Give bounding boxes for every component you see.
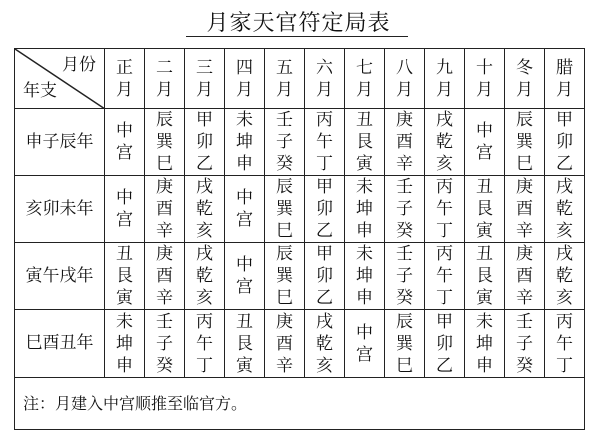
table-row [15, 243, 585, 310]
table-cell: 庚酉辛 [385, 109, 425, 176]
table-cell: 中宫 [225, 176, 265, 243]
table-row [15, 310, 585, 378]
month-header: 九月 [425, 49, 465, 109]
table-cell: 辰巽巳 [505, 109, 545, 176]
table-cell: 丙午丁 [425, 243, 465, 310]
note-row [15, 378, 585, 430]
table-cell: 壬子癸 [385, 243, 425, 310]
row-label: 申子辰年 [15, 109, 105, 176]
table-cell: 丙午丁 [305, 109, 345, 176]
month-header: 七月 [345, 49, 385, 109]
table-note: 注：月建入中宫顺推至临官方。 [15, 378, 585, 430]
corner-label-year: 年支 [23, 81, 57, 101]
month-header: 八月 [385, 49, 425, 109]
month-header: 五月 [265, 49, 305, 109]
table-cell: 庚酉辛 [505, 243, 545, 310]
month-header: 六月 [305, 49, 345, 109]
header-row [15, 49, 585, 109]
table-cell: 壬子癸 [145, 310, 185, 378]
table-cell: 丑艮寅 [105, 243, 145, 310]
table-cell: 丑艮寅 [345, 109, 385, 176]
table-cell: 未坤申 [225, 109, 265, 176]
table-cell: 壬子癸 [265, 109, 305, 176]
corner-label-month: 月份 [62, 55, 96, 75]
row-label: 亥卯未年 [15, 176, 105, 243]
table-cell: 中宫 [105, 176, 145, 243]
table-cell: 辰巽巳 [145, 109, 185, 176]
table-cell: 戌乾亥 [545, 243, 585, 310]
table-cell: 庚酉辛 [145, 243, 185, 310]
table-cell: 戌乾亥 [185, 243, 225, 310]
table-cell: 丑艮寅 [225, 310, 265, 378]
table-cell: 戌乾亥 [425, 109, 465, 176]
title-underline [186, 36, 408, 37]
table-cell: 壬子癸 [505, 310, 545, 378]
table-cell: 未坤申 [465, 310, 505, 378]
month-header: 十月 [465, 49, 505, 109]
month-header: 正月 [105, 49, 145, 109]
table-cell: 辰巽巳 [265, 176, 305, 243]
table-cell: 未坤申 [345, 176, 385, 243]
table-cell: 辰巽巳 [265, 243, 305, 310]
month-header: 三月 [185, 49, 225, 109]
table-cell: 丙午丁 [545, 310, 585, 378]
table-cell: 中宫 [465, 109, 505, 176]
almanac-table [14, 48, 585, 430]
table-cell: 丙午丁 [425, 176, 465, 243]
page-title: 月家天官符定局表 [206, 11, 391, 36]
table-cell: 戌乾亥 [305, 310, 345, 378]
table-cell: 未坤申 [345, 243, 385, 310]
corner-cell [15, 49, 105, 109]
table-cell: 丑艮寅 [465, 243, 505, 310]
table-row [15, 176, 585, 243]
table-cell: 未坤申 [105, 310, 145, 378]
month-header: 二月 [145, 49, 185, 109]
table-cell: 丙午丁 [185, 310, 225, 378]
table-cell: 壬子癸 [385, 176, 425, 243]
row-label: 寅午戌年 [15, 243, 105, 310]
table-cell: 戌乾亥 [185, 176, 225, 243]
table-cell: 庚酉辛 [145, 176, 185, 243]
row-label: 巳酉丑年 [15, 310, 105, 378]
table-cell: 中宫 [105, 109, 145, 176]
table-cell: 甲卯乙 [305, 176, 345, 243]
month-header: 腊月 [545, 49, 585, 109]
table-row [15, 109, 585, 176]
table-cell: 庚酉辛 [265, 310, 305, 378]
table-cell: 中宫 [345, 310, 385, 378]
table-cell: 丑艮寅 [465, 176, 505, 243]
month-header: 四月 [225, 49, 265, 109]
table-cell: 甲卯乙 [545, 109, 585, 176]
table-cell: 甲卯乙 [305, 243, 345, 310]
table-cell: 辰巽巳 [385, 310, 425, 378]
table-cell: 中宫 [225, 243, 265, 310]
month-header: 冬月 [505, 49, 545, 109]
table-cell: 甲卯乙 [425, 310, 465, 378]
table-cell: 庚酉辛 [505, 176, 545, 243]
table-cell: 甲卯乙 [185, 109, 225, 176]
table-cell: 戌乾亥 [545, 176, 585, 243]
